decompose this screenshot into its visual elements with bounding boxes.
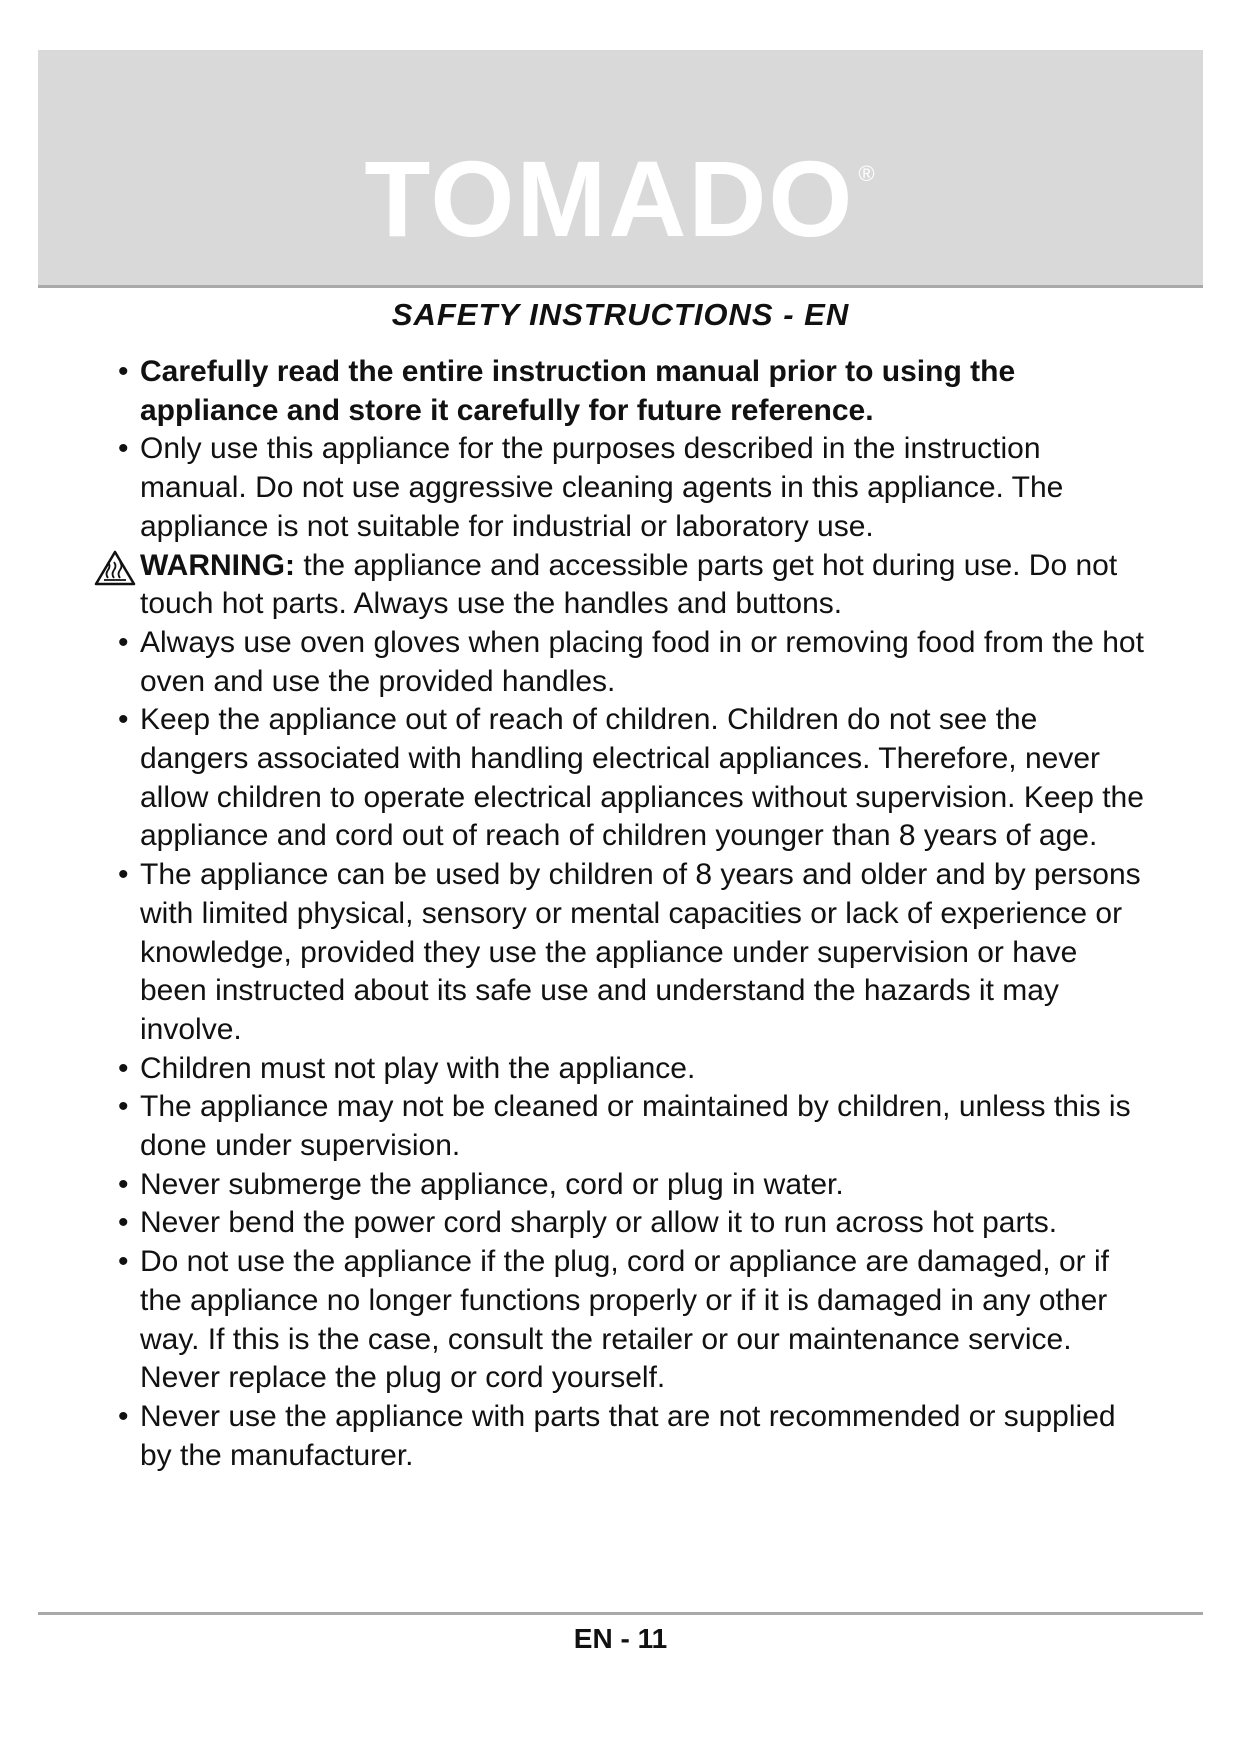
registered-mark: ®: [858, 161, 877, 186]
page-number: EN - 11: [573, 1623, 668, 1654]
bullet: •: [118, 625, 129, 659]
list-item: [118, 353, 1148, 430]
list-item: [118, 701, 1148, 856]
hot-surface-warning-icon: [94, 547, 140, 597]
instruction-text: Children must not play with the appliance.: [140, 1051, 696, 1085]
instruction-text: Never submerge the appliance, cord or plug in water.: [140, 1167, 844, 1201]
list-item: [118, 1398, 1148, 1475]
bullet: •: [118, 1399, 129, 1433]
bullet: •: [118, 858, 129, 892]
brand-name: TOMADO: [364, 138, 855, 259]
instruction-text: Never bend the power cord sharply or allow it to run across hot parts.: [140, 1206, 1058, 1240]
section-title: SAFETY INSTRUCTIONS - EN: [391, 297, 850, 332]
footer-divider: [38, 1612, 1203, 1615]
bullet: •: [118, 432, 129, 466]
instruction-text: Do not use the appliance if the plug, cord or appliance are damaged, or if the appliance no longer functions properly or if it is damaged in any other way. If this is the case, consult the retailer or our maintenance service. Never replace the plug or cord yourself.: [140, 1245, 1109, 1395]
list-item: [118, 430, 1148, 546]
warning-text: [140, 547, 1148, 624]
list-item: [118, 856, 1148, 1050]
bullet: •: [118, 1167, 129, 1201]
instruction-text: Keep the appliance out of reach of children. Children do not see the dangers associated with handling electrical appliances. Therefore, never allow children to operate electrical appliances without supervision. Keep the appliance and cord out of reach of children younger than 8 years of age.: [140, 703, 1144, 853]
instruction-text: The appliance may not be cleaned or maintained by children, unless this is done under supervision.: [140, 1090, 1131, 1163]
bullet: •: [118, 703, 129, 737]
list-item: [118, 1243, 1148, 1398]
list-item: [118, 624, 1148, 701]
instruction-text: Always use oven gloves when placing food in or removing food from the hot oven and use the provided handles.: [140, 625, 1144, 698]
instruction-text: Never use the appliance with parts that are not recommended or supplied by the manufacturer.: [140, 1399, 1116, 1472]
bullet: •: [118, 1090, 129, 1124]
instruction-text: the appliance and accessible parts get hot during use. Do not touch hot parts. Always use the handles and buttons.: [140, 548, 1118, 621]
list-item: [118, 1204, 1148, 1243]
bullet: •: [118, 1051, 129, 1085]
list-item: [118, 1166, 1148, 1205]
bullet: •: [118, 1206, 129, 1240]
instruction-text: Only use this appliance for the purposes described in the instruction manual. Do not use aggressive cleaning agents in this appliance. The appliance is not suitable for industrial or laboratory use.: [140, 432, 1064, 543]
bullet: •: [118, 355, 129, 388]
list-item: [118, 1088, 1148, 1165]
bullet: •: [118, 1245, 129, 1279]
list-item: [118, 1050, 1148, 1089]
instruction-text: Carefully read the entire instruction manual prior to using the appliance and store it carefully for future reference.: [140, 355, 1016, 427]
warning-label: WARNING:: [140, 548, 295, 582]
warning-item: [118, 547, 1148, 624]
instruction-text: The appliance can be used by children of 8 years and older and by persons with limited physical, sensory or mental capacities or lack of experience or knowledge, provided they use the appliance under supervision or have been instructed about its safe use and understand the hazards it may involve.: [140, 858, 1141, 1046]
brand-logo: [38, 138, 1203, 259]
safety-instructions-list: [118, 353, 1148, 1475]
header-band: [38, 50, 1203, 288]
